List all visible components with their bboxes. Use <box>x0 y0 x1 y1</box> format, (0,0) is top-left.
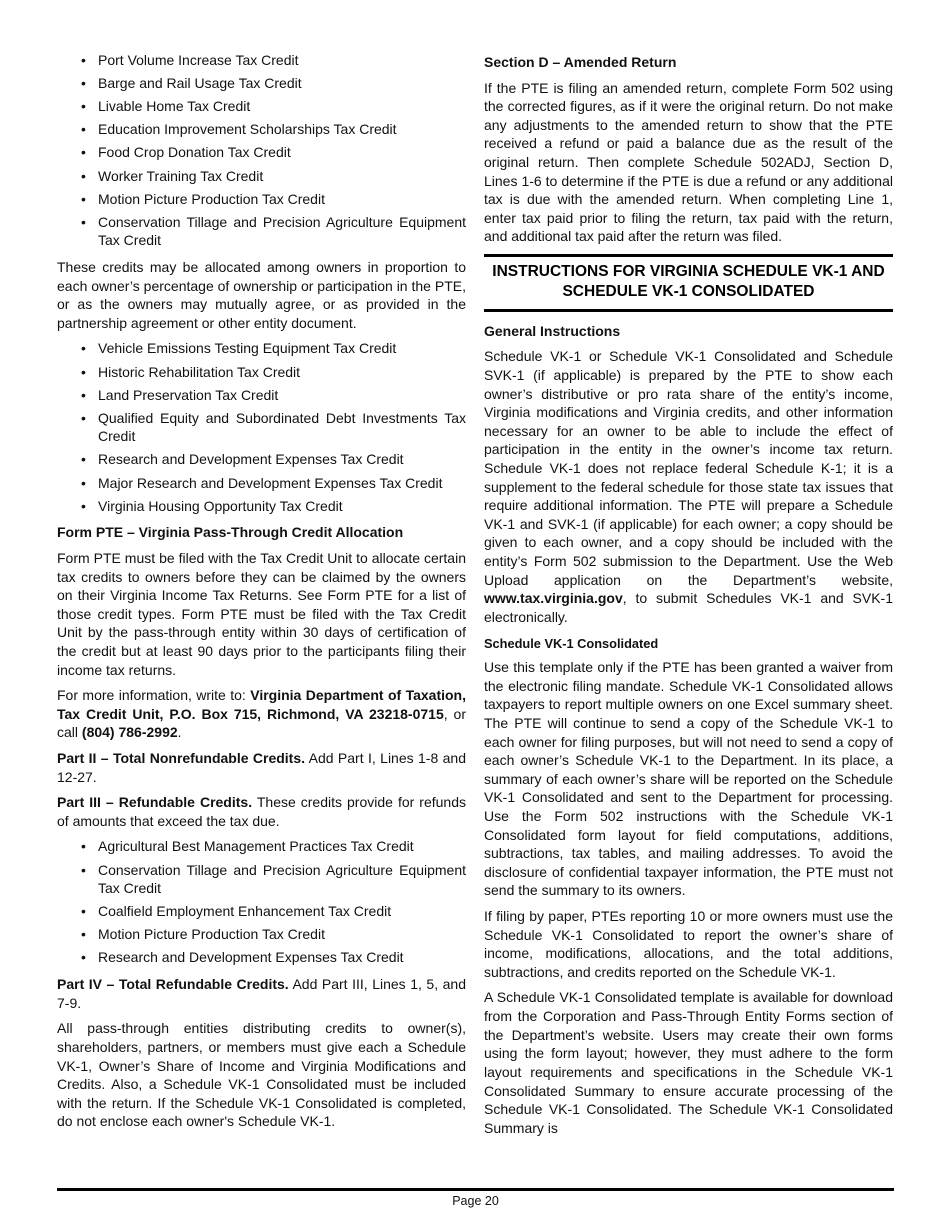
paragraph <box>57 749 466 786</box>
text-run: , or call <box>57 705 466 741</box>
two-column-layout <box>57 50 894 1144</box>
bullet-item: • Qualified Equity and Subordinated Debt Investments Tax Credit <box>57 409 466 446</box>
bullet-item: • Food Crop Donation Tax Credit <box>57 143 466 162</box>
paragraph: All pass-through entities distributing credits to owner(s), shareholders, partners, or members must give each a Schedule VK-1, Owner’s Share of Income and Virginia Modifications and Credits. Also, a Schedule VK-1 Consolidated must be included with the return. If the Schedule VK-1 Consolidated is completed, do not enclose each owner's Schedule VK-1. <box>57 1020 466 1130</box>
bullet-list <box>57 837 466 967</box>
bullet-item: • Livable Home Tax Credit <box>57 97 466 116</box>
bullet-item: • Conservation Tillage and Precision Agriculture Equipment Tax Credit <box>57 861 466 898</box>
paragraph: Use this template only if the PTE has been granted a waiver from the electronic filing mandate. Schedule VK-1 Consolidated allows taxpayers to report multiple owners on one Excel summary sheet. The PTE will continue to send a copy of the Schedule VK-1 to each owner for filing purposes, but will not need to send a copy of each owner’s Schedule VK-1 to the Department. In its place, a summary of each owner’s share will be reported on the Schedule VK-1 Consolidated and sent to the Department for processing. Use the Form 502 instructions with the Schedule VK-1 Consolidated form layout for field computations, additions, subtractions, tax tables, and mailing addresses. To avoid the disclosure of confidential taxpayer information, the PTE must not send the summary to its owners. <box>484 659 893 899</box>
bullet-item: • Major Research and Development Expenses Tax Credit <box>57 474 466 493</box>
paragraph: A Schedule VK-1 Consolidated template is available for download from the Corporation and Pass-Through Entity Forms section of the Department’s website. Users may create their own forms using the form layout; however, they must adhere to the form layout requirements and specifications in the Schedule VK-1 Consolidated Summary to ensure accurate processing of the Schedule VK-1 Consolidated. The Schedule VK-1 Consolidated Summary is <box>484 989 893 1136</box>
bold-text-run: Virginia Department of Taxation, Tax Credit Unit, P.O. Box 715, Richmond, VA 23218-0715 <box>57 687 466 722</box>
left-column <box>57 50 466 1138</box>
bullet-item: • Virginia Housing Opportunity Tax Credit <box>57 497 466 516</box>
bold-text-run: Part IV – Total Refundable Credits. <box>57 976 289 993</box>
bullet-item: • Agricultural Best Management Practices Tax Credit <box>57 837 466 856</box>
text-run: These credits provide for refunds of amounts that exceed the tax due. <box>57 794 466 829</box>
section-heading: Section D – Amended Return <box>484 54 677 70</box>
paragraph <box>57 975 466 1012</box>
bullet-item: • Historic Rehabilitation Tax Credit <box>57 363 466 382</box>
major-section-banner <box>484 254 893 312</box>
bullet-item: • Worker Training Tax Credit <box>57 167 466 186</box>
bullet-item: • Coalfield Employment Enhancement Tax Credit <box>57 902 466 921</box>
paragraph <box>484 347 893 626</box>
page-footer <box>57 1188 894 1210</box>
bold-text-run: Part III – Refundable Credits. <box>57 794 253 811</box>
text-run: For more information, write to: <box>57 687 251 704</box>
text-run: Add Part III, Lines 1, 5, and 7-9. <box>57 976 466 1011</box>
paragraph: Form PTE must be filed with the Tax Credit Unit to allocate certain tax credits to owners before they can be claimed by the owners on their Virginia Income Tax Returns. See Form PTE for a list of those credit types. Form PTE must be filed with the Tax Credit Unit by the pass-through entity within 30 days of certification of the credit but at least 90 days prior to the participants filing their income tax returns. <box>57 549 466 678</box>
bold-text-run: Part II – Total Nonrefundable Credits. <box>57 750 306 766</box>
page-number: Page 20 <box>452 1194 499 1208</box>
bullet-item: • Education Improvement Scholarships Tax Credit <box>57 120 466 139</box>
bullet-list <box>57 339 466 515</box>
text-run: . <box>177 724 182 741</box>
paragraph <box>57 793 466 830</box>
text-run: Schedule VK-1 or Schedule VK-1 Consolidated and Schedule SVK-1 (if applicable) is prepared by the PTE to show each owner’s distributive or pro rata share of the entity’s income, Virginia modifications and Virginia credits, and other information necessary for an owner to be able to include the effect of participation in the entity in the owner’s income tax return. Schedule VK-1 does not replace federal Schedule K-1; it is a supplement to the federal schedule for those state tax issues that require additional information. The PTE will prepare a Schedule VK-1 and SVK-1 (if applicable) for each owner; a copy should be given to each owner, and a copy should be included with the entity’s Form 502 submission to the Department. Use the Web Upload application on the Department’s website, <box>484 348 893 588</box>
section-heading: Form PTE – Virginia Pass-Through Credit Allocation <box>57 524 404 541</box>
bullet-item: • Port Volume Increase Tax Credit <box>57 51 466 70</box>
paragraph <box>57 686 466 742</box>
bullet-item: • Research and Development Expenses Tax Credit <box>57 450 466 469</box>
bullet-item: • Motion Picture Production Tax Credit <box>57 190 466 209</box>
text-run: , to submit Schedules VK-1 and SVK-1 electronically. <box>484 590 893 625</box>
bullet-item: • Land Preservation Tax Credit <box>57 386 466 405</box>
bullet-item: • Conservation Tillage and Precision Agriculture Equipment Tax Credit <box>57 213 466 250</box>
right-column <box>484 50 893 1144</box>
section-heading: General Instructions <box>484 322 621 339</box>
bullet-item: • Motion Picture Production Tax Credit <box>57 925 466 944</box>
major-section-title: INSTRUCTIONS FOR VIRGINIA SCHEDULE VK-1 AND SCHEDULE VK-1 CONSOLIDATED <box>492 263 885 300</box>
bold-text-run: (804) 786-2992 <box>81 724 178 741</box>
paragraph: These credits may be allocated among owners in proportion to each owner’s percentage of ownership or participation in the PTE, or as the owners may mutually agree, or as provided in the partnership agreement or other entity document. <box>57 258 466 331</box>
text-run: Add Part I, Lines 1-8 and 12-27. <box>57 750 466 785</box>
bullet-item: • Barge and Rail Usage Tax Credit <box>57 74 466 93</box>
bullet-list <box>57 51 466 250</box>
bullet-item: • Research and Development Expenses Tax Credit <box>57 948 466 967</box>
paragraph: If the PTE is filing an amended return, complete Form 502 using the corrected figures, as if it were the original return. Do not make any adjustments to the amended return to show that the PTE received a refund or paid a balance due as the result of the original return. Then complete Schedule 502ADJ, Section D, Lines 1-6 to determine if the PTE is due a refund or any additional tax is due with the amended return. When completing Line 1, enter tax paid prior to filing the return, tax paid with the return, and additional tax paid after the return was filed. <box>484 79 893 245</box>
bold-text-run: www.tax.virginia.gov <box>484 590 623 607</box>
paragraph: If filing by paper, PTEs reporting 10 or more owners must use the Schedule VK-1 Consolidated to report the owner’s share of income, modifications, allocations, and the total additions, subtractions, and credits reported on the Schedule VK-1. <box>484 908 893 980</box>
subsection-heading: Schedule VK-1 Consolidated <box>484 635 659 651</box>
bullet-item: • Vehicle Emissions Testing Equipment Tax Credit <box>57 339 466 358</box>
